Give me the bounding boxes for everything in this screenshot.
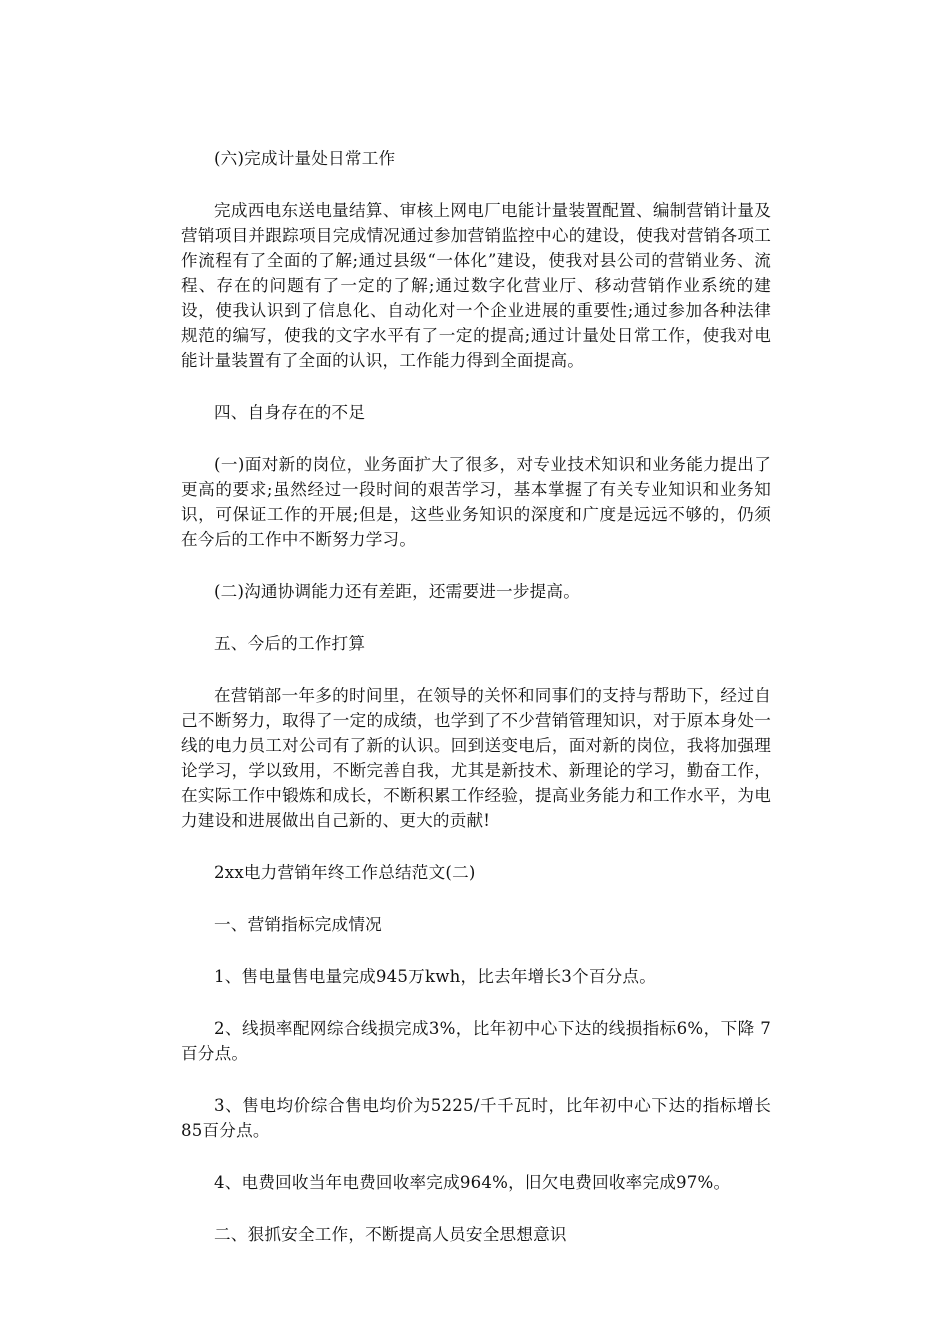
paragraph-gap bbox=[181, 373, 771, 400]
body-paragraph: (二)沟通协调能力还有差距，还需要进一步提高。 bbox=[214, 582, 581, 601]
list-item: 3、售电均价综合售电均价为5225/千千瓦时，比年初中心下达的指标增长85百分点。 bbox=[181, 1096, 771, 1140]
paragraph-gap bbox=[181, 1066, 771, 1093]
list-item: 4、电费回收当年电费回收率完成964%，旧欠电费回收率完成97%。 bbox=[214, 1173, 731, 1192]
paragraph-gap bbox=[181, 833, 771, 860]
section-heading-shortcomings: 四、自身存在的不足 bbox=[214, 403, 366, 422]
paragraph-gap bbox=[181, 171, 771, 198]
section-heading-6: (六)完成计量处日常工作 bbox=[214, 149, 396, 168]
paragraph-gap bbox=[181, 1143, 771, 1170]
list-item: 1、售电量售电量完成945万kwh，比去年增长3个百分点。 bbox=[214, 967, 657, 986]
paragraph-gap bbox=[181, 937, 771, 964]
section-heading-safety: 二、狠抓安全工作，不断提高人员安全思想意识 bbox=[214, 1225, 567, 1244]
paragraph-gap bbox=[181, 1195, 771, 1222]
paragraph-gap bbox=[181, 989, 771, 1016]
body-paragraph: 完成西电东送电量结算、审核上网电厂电能计量装置配置、编制营销计量及营销项目并跟踪项目完成情况通过参加营销监控中心的建设，使我对营销各项工作流程有了全面的了解;通过县级“一体化”建设，使我对县公司的营销业务、流程、存在的问题有了一定的了解;通过数字化营业厅、移动营销作业系统的建设，使我认识到了信息化、自动化对一个企业进展的重要性;通过参加各种法律规范的编写，使我的文字水平有了一定的提高;通过计量处日常工作，使我对电能计量装置有了全面的认识，工作能力得到全面提高。 bbox=[181, 201, 771, 370]
section-heading-plans: 五、今后的工作打算 bbox=[214, 634, 366, 653]
paragraph-gap bbox=[181, 604, 771, 631]
document-subtitle: 2xx电力营销年终工作总结范文(二) bbox=[214, 863, 476, 882]
section-heading-indicators: 一、营销指标完成情况 bbox=[214, 915, 382, 934]
list-item: 2、线损率配网综合线损完成3%，比年初中心下达的线损指标6%，下降 7百分点。 bbox=[181, 1019, 771, 1063]
body-paragraph: 在营销部一年多的时间里，在领导的关怀和同事们的支持与帮助下，经过自己不断努力，取得了一定的成绩，也学到了不少营销管理知识，对于原本身处一线的电力员工对公司有了新的认识。回到送变电后，面对新的岗位，我将加强理论学习，学以致用，不断完善自我，尤其是新技术、新理论的学习，勤奋工作，在实际工作中锻炼和成长，不断积累工作经验，提高业务能力和工作水平，为电力建设和进展做出自己新的、更大的贡献! bbox=[181, 686, 771, 830]
paragraph-gap bbox=[181, 552, 771, 579]
paragraph-gap bbox=[181, 656, 771, 683]
body-paragraph: (一)面对新的岗位，业务面扩大了很多，对专业技术知识和业务能力提出了更高的要求;虽然经过一段时间的艰苦学习，基本掌握了有关专业知识和业务知识，可保证工作的开展;但是，这些业务知识的深度和广度是远远不够的，仍须在今后的工作中不断努力学习。 bbox=[181, 455, 771, 549]
paragraph-gap bbox=[181, 425, 771, 452]
document-body bbox=[181, 146, 771, 1247]
paragraph-gap bbox=[181, 885, 771, 912]
